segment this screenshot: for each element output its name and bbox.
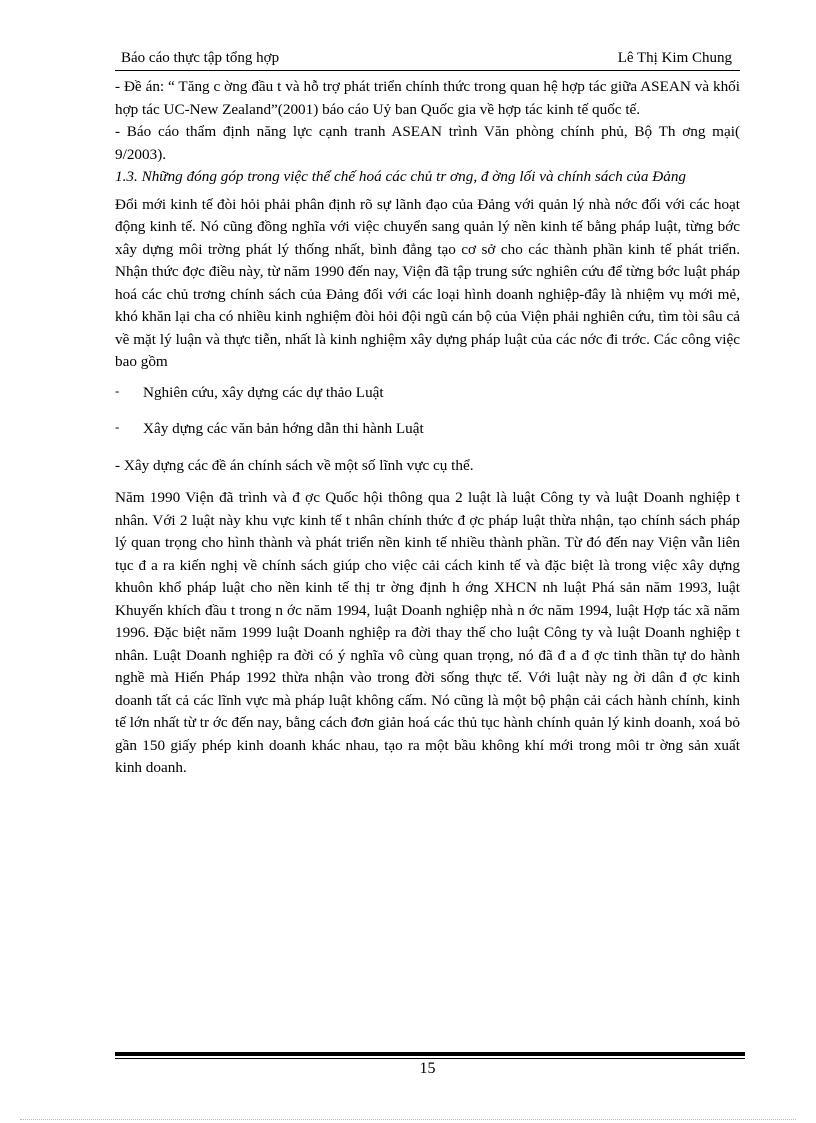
header-report-title: Báo cáo thực tập tổng hợp [121,50,280,66]
body-paragraph-2: Năm 1990 Viện đã trình và đ ợc Quốc hội thông qua 2 luật là luật Công ty và luật Doanh nghiệp t nhân. Với 2 luật này khu vực kinh tế t nhân chính thức đ ợc pháp luật thừa nhận, tạo chính sách pháp lý quan trọng cho hình thành và phát triển nền kinh tế nhiều thành phần. Từ đó đến nay Viện vẫn liên tục đ a ra kiến nghị về chính sách giúp cho việc cải cách kinh tế và đặc biệt là trong việc xây dựng khuôn khổ pháp luật cho nền kinh tế thị tr ờng định h ớng XHCN nh luật Phá sản năm 1993, luật Khuyến khích đầu t trong n ớc năm 1994, luật Doanh nghiệp nhà n ớc năm 1994, luật Hợp tác xã năm 1996. Đặc biệt năm 1999 luật Doanh nghiệp ra đời thay thế cho luật Công ty và luật Doanh nghiệp t nhân. Luật Doanh nghiệp ra đời có ý nghĩa vô cùng quan trọng, nó đã đ a đ ợc tinh thần tự do hành nghề mà Hiến Pháp 1992 thừa nhận vào trong đời sống thực tế. Với luật này ng ời dân đ ợc kinh doanh tất cả các lĩnh vực mà pháp luật không cấm. Nó cũng là một bộ phận cải cách hành chính, kinh tế lớn nhất từ tr ớc đến nay, bằng cách đơn giản hoá các thủ tục hành chính quản lý kinh doanh, xoá bỏ gần 150 giấy phép kinh doanh khác nhau, tạo ra một bầu không khí mới trong môi tr ờng sản xuất kinh doanh. [115,489,740,776]
page-number: 15 [419,1060,436,1077]
dash-item: - Xây dựng các đề án chính sách về một số lĩnh vực cụ thể. [115,456,474,474]
bullet-item: - Xây dựng các văn bản hớng dẫn thi hành Luật [115,418,740,441]
page-content [115,76,740,780]
page-edge-divider [20,1119,796,1120]
footer-rule-thin [115,1058,745,1059]
intro-item: - Đề án: “ Tăng c ờng đầu t và hỗ trợ phát triển chính thức trong quan hệ hợp tác giữa ASEAN và khối hợp tác UC-New Zealand”(2001) báo cáo Uỷ ban Quốc gia về hợp tác kinh tế quốc tế. [115,78,740,118]
header-author-name: Lê Thị Kim Chung [617,50,732,66]
body-paragraph-1: Đổi mới kinh tế đòi hỏi phải phân định rõ sự lãnh đạo của Đảng với quản lý nhà nớc đối với các hoạt động kinh tế. Nó cũng đồng nghĩa với việc chuyển sang quản lý nền kinh tế bằng pháp luật, từng bớc xây dựng môi trờng phát lý thống nhất, bình đẳng tạo cơ sở cho các thành phần kinh tế phát triển. Nhận thức đợc điều này, từ năm 1990 đến nay, Viện đã tập trung sức nghiên cứu để từng bớc luật pháp hoá các chủ trơng chính sách của Đảng đối với các loại hình doanh nghiệp-đây là nhiệm vụ mới mẻ, khó khăn lại cha có nhiều kinh nghiệm đòi hỏi đội ngũ cán bộ của Viện phải nghiên cứu, tìm tòi sâu cả về mặt lý luận và thực tiễn, nhất là kinh nghiệm xây dựng pháp luật của các nớc đi trớc. Các công việc bao gồm [115,195,740,370]
intro-item: - Báo cáo thẩm định năng lực cạnh tranh ASEAN trình Văn phòng chính phủ, Bộ Th ơng mại( 9/2003). [115,123,740,163]
task-bullet-list [115,382,740,441]
section-heading: 1.3. Những đóng góp trong việc thể chế hoá các chủ tr ơng, đ ờng lối và chính sách của Đảng [115,168,687,185]
page-header [115,48,740,71]
footer-rule-thick [115,1052,745,1056]
bullet-item: - Nghiên cứu, xây dựng các dự thảo Luật [115,382,740,405]
